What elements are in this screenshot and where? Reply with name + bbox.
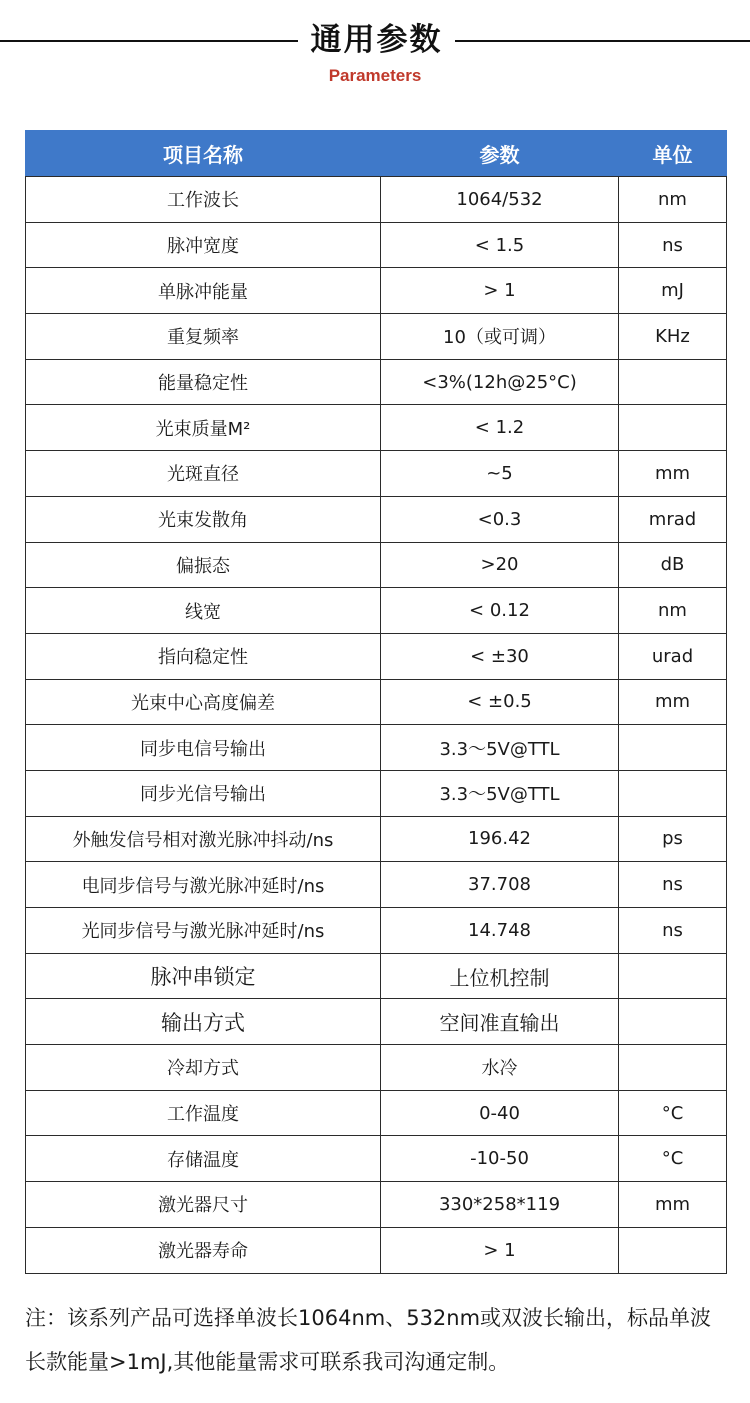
table-row [26,679,727,725]
param-value-cell: 0-40 [381,1090,619,1136]
section-subtitle: Parameters [328,66,422,85]
table-row [26,816,727,862]
param-name-cell: 重复频率 [26,314,381,360]
footnote: 注：该系列产品可选择单波长1064nm、532nm或双波长输出，标品单波长款能量>1mJ,其他能量需求可联系我司沟通定制。 [25,1306,712,1374]
param-name-cell: 激光器尺寸 [26,1182,381,1228]
title-divider-right [455,40,750,42]
param-unit-cell: mrad [619,496,727,542]
table-row [26,177,727,223]
table-row [26,588,727,634]
param-name-cell: 指向稳定性 [26,633,381,679]
param-value-cell: 3.3～5V@TTL [381,770,619,816]
param-value-cell: 空间准直输出 [381,999,619,1045]
param-unit-cell: ns [619,862,727,908]
param-unit-cell: urad [619,633,727,679]
param-unit-cell [619,725,727,771]
section-title: 通用参数 [310,22,443,58]
param-value-cell: 上位机控制 [381,953,619,999]
table-row [26,770,727,816]
param-name-cell: 单脉冲能量 [26,268,381,314]
table-row [26,1090,727,1136]
param-unit-cell: KHz [619,314,727,360]
param-value-cell: < 1.5 [381,222,619,268]
param-value-cell: < ±30 [381,633,619,679]
param-name-cell: 光斑直径 [26,451,381,497]
param-name-cell: 光束发散角 [26,496,381,542]
column-header-value: 参数 [381,131,619,177]
param-name-cell: 线宽 [26,588,381,634]
param-name-cell: 能量稳定性 [26,359,381,405]
table-row [26,862,727,908]
param-name-cell: 激光器寿命 [26,1227,381,1273]
param-value-cell: <0.3 [381,496,619,542]
param-unit-cell: nm [619,177,727,223]
param-name-cell: 输出方式 [26,999,381,1045]
param-unit-cell: °C [619,1090,727,1136]
param-unit-cell: ps [619,816,727,862]
param-unit-cell: mm [619,451,727,497]
table-row [26,1227,727,1273]
table-row [26,633,727,679]
param-value-cell: 330*258*119 [381,1182,619,1228]
param-name-cell: 同步光信号输出 [26,770,381,816]
table-row [26,359,727,405]
param-name-cell: 存储温度 [26,1136,381,1182]
table-header-row [26,131,727,177]
parameters-table [25,130,727,1274]
table-row [26,1136,727,1182]
title-divider-left [0,40,298,42]
param-name-cell: 光束中心高度偏差 [26,679,381,725]
param-value-cell: 水冷 [381,1045,619,1091]
param-unit-cell: mm [619,679,727,725]
table-row [26,268,727,314]
param-unit-cell [619,770,727,816]
param-name-cell: 光束质量M² [26,405,381,451]
param-name-cell: 电同步信号与激光脉冲延时/ns [26,862,381,908]
column-header-name: 项目名称 [26,131,381,177]
param-unit-cell [619,405,727,451]
param-unit-cell [619,1227,727,1273]
table-row [26,725,727,771]
param-value-cell: 196.42 [381,816,619,862]
param-name-cell: 工作温度 [26,1090,381,1136]
param-value-cell: -10-50 [381,1136,619,1182]
table-row [26,1045,727,1091]
table-row [26,314,727,360]
param-name-cell: 脉冲宽度 [26,222,381,268]
table-body [26,177,727,1274]
param-unit-cell: dB [619,542,727,588]
param-value-cell: > 1 [381,268,619,314]
table-row [26,496,727,542]
table-row [26,451,727,497]
param-name-cell: 外触发信号相对激光脉冲抖动/ns [26,816,381,862]
param-value-cell: >20 [381,542,619,588]
param-value-cell: 37.708 [381,862,619,908]
param-value-cell: 3.3～5V@TTL [381,725,619,771]
param-value-cell: ~5 [381,451,619,497]
param-value-cell: 14.748 [381,908,619,954]
param-value-cell: 1064/532 [381,177,619,223]
param-name-cell: 光同步信号与激光脉冲延时/ns [26,908,381,954]
param-name-cell: 工作波长 [26,177,381,223]
param-unit-cell: ns [619,908,727,954]
param-unit-cell [619,999,727,1045]
param-unit-cell [619,1045,727,1091]
param-name-cell: 同步电信号输出 [26,725,381,771]
param-unit-cell: mJ [619,268,727,314]
param-name-cell: 冷却方式 [26,1045,381,1091]
param-unit-cell: ns [619,222,727,268]
table-row [26,953,727,999]
param-unit-cell [619,953,727,999]
param-value-cell: < 0.12 [381,588,619,634]
table-row [26,222,727,268]
param-value-cell: 10（或可调） [381,314,619,360]
table-row [26,1182,727,1228]
param-value-cell: <3%(12h@25°C) [381,359,619,405]
table-row [26,542,727,588]
param-unit-cell [619,359,727,405]
column-header-unit: 单位 [619,131,727,177]
param-value-cell: < 1.2 [381,405,619,451]
param-unit-cell: nm [619,588,727,634]
param-value-cell: > 1 [381,1227,619,1273]
param-unit-cell: mm [619,1182,727,1228]
param-value-cell: < ±0.5 [381,679,619,725]
param-name-cell: 偏振态 [26,542,381,588]
param-name-cell: 脉冲串锁定 [26,953,381,999]
table-row [26,999,727,1045]
param-unit-cell: °C [619,1136,727,1182]
section-header [0,0,750,110]
table-row [26,405,727,451]
table-row [26,908,727,954]
